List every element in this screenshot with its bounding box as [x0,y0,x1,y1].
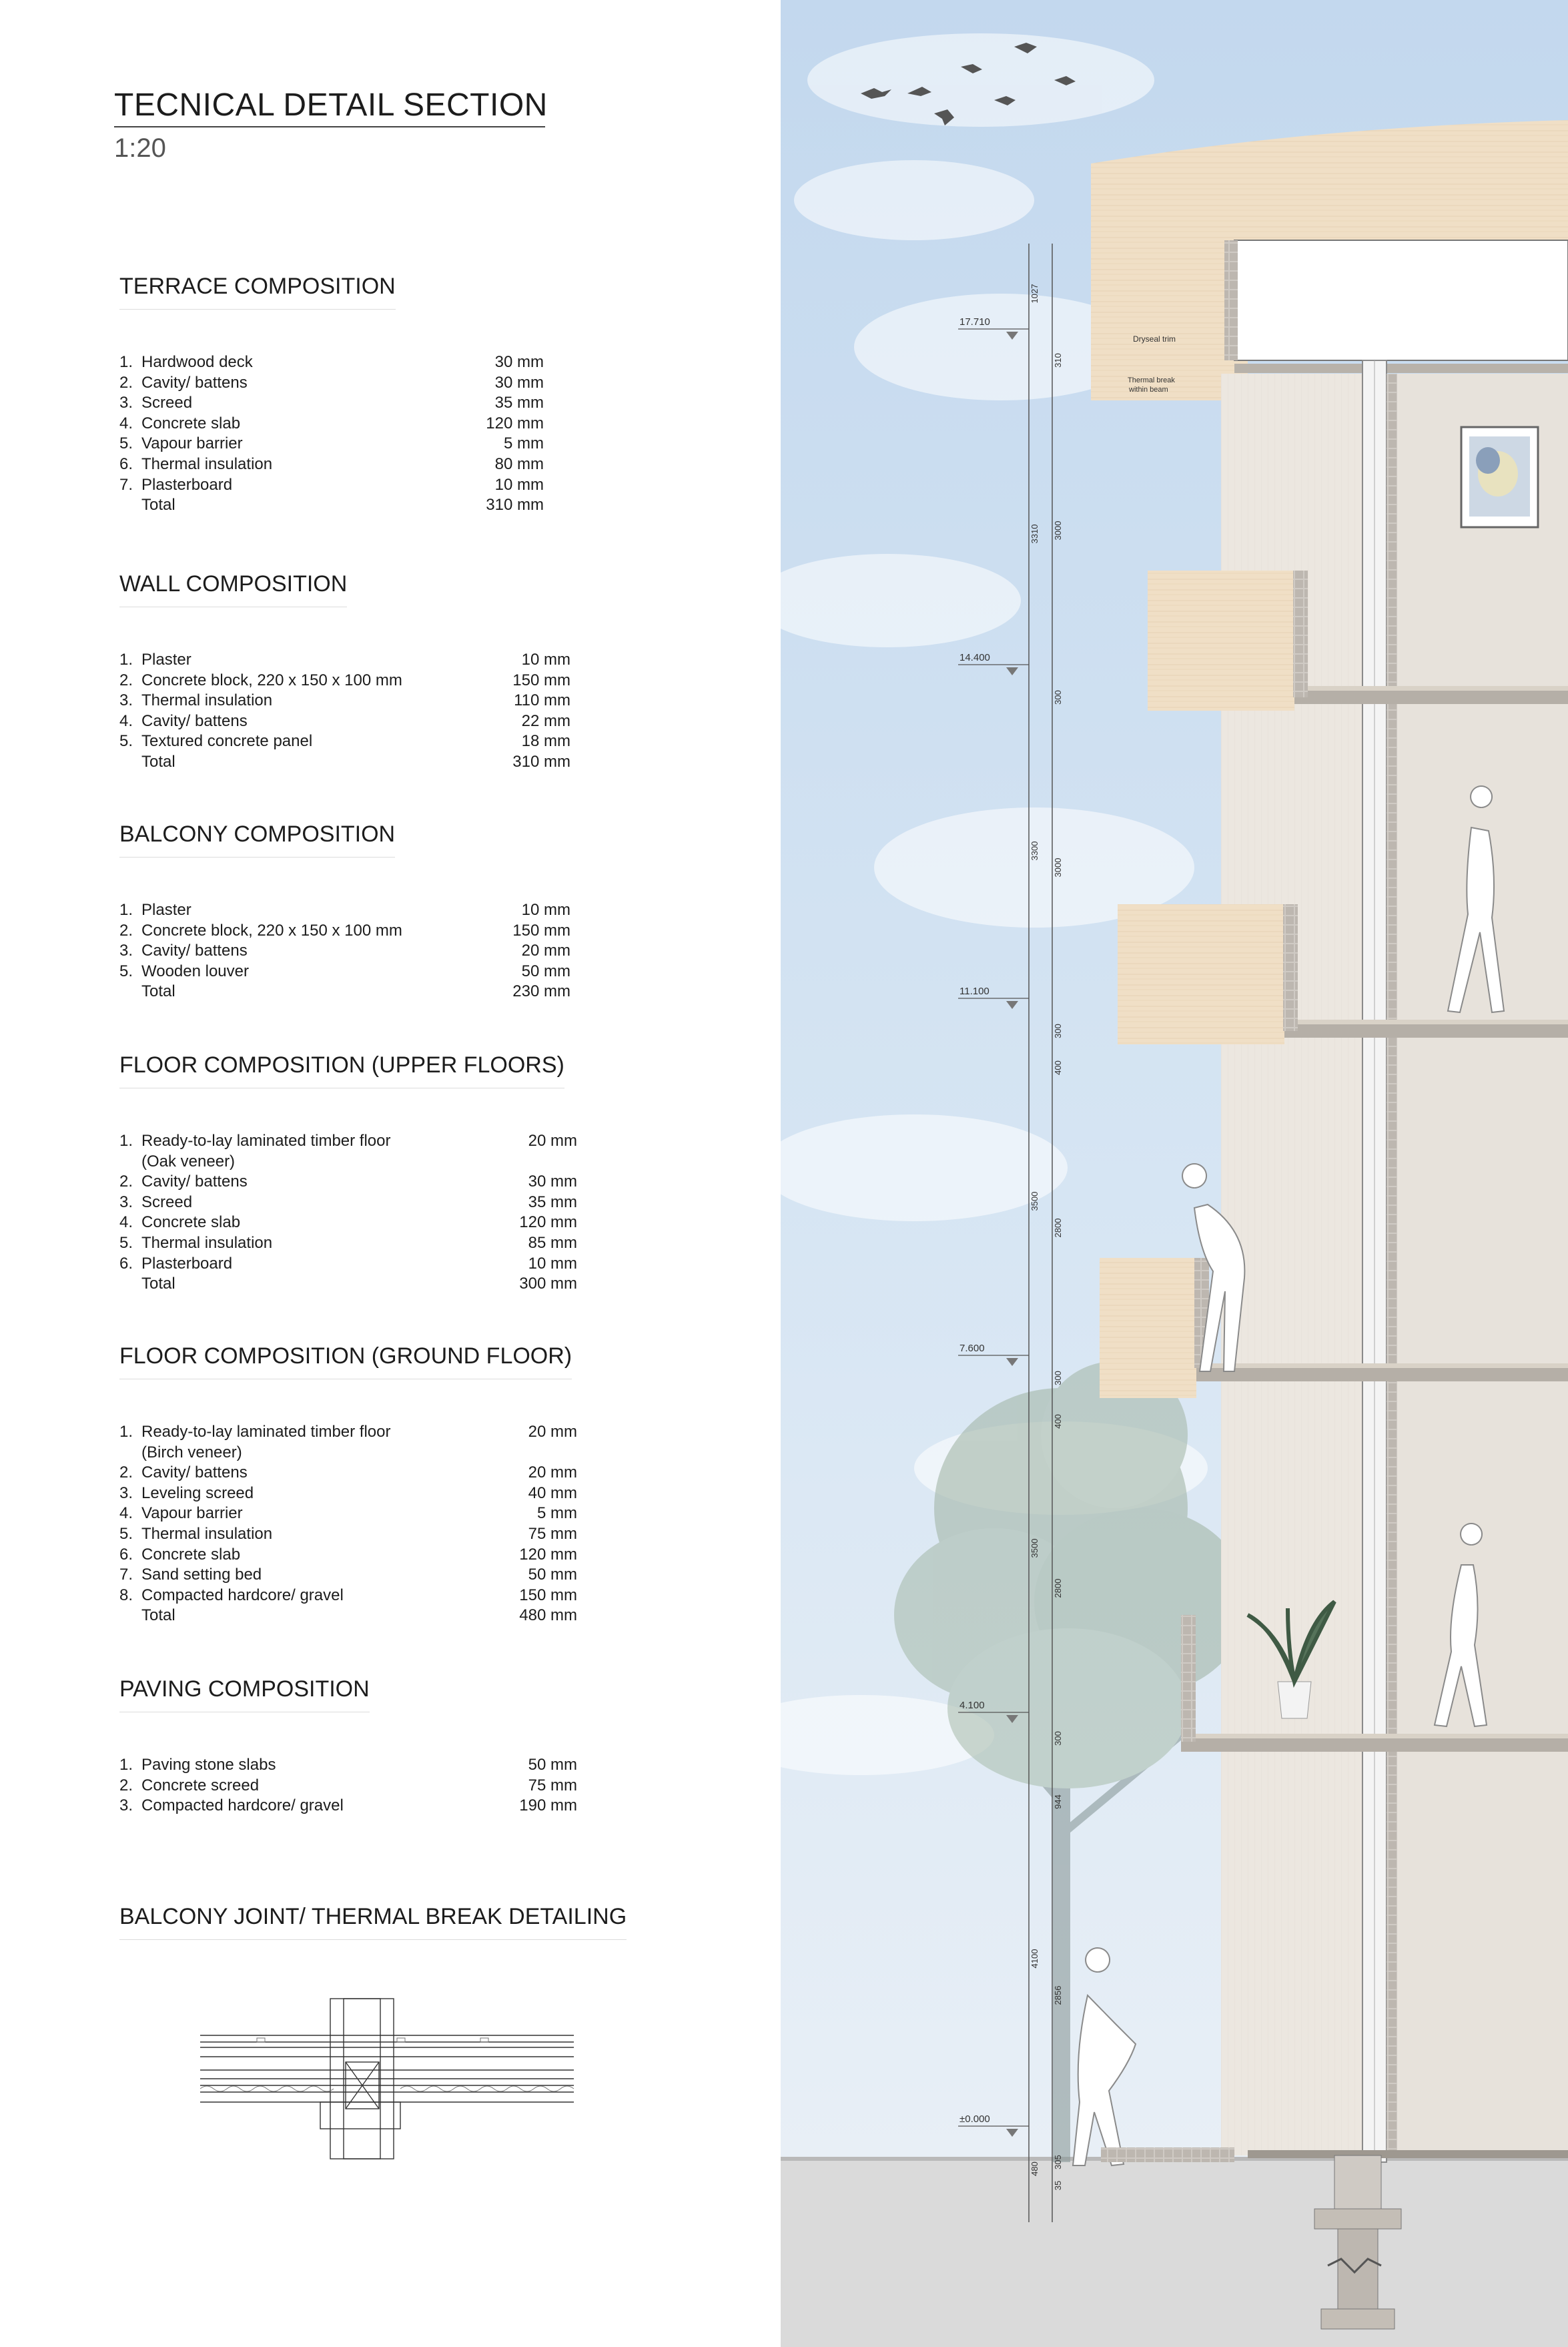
dimension-label: 35 [1053,2180,1063,2191]
dimension-label: 2856 [1053,1985,1063,2005]
layer-name [119,414,240,434]
layer-number: 1. [119,1756,133,1774]
layer-thickness: 190 mm [519,1796,577,1815]
layer-name [119,671,402,691]
composition-row [119,671,570,691]
level-label: 7.600 [959,1343,985,1354]
composition-row [119,731,570,752]
note-within-beam: within beam [1129,386,1168,394]
layer-name [119,941,248,962]
dimension-label: 3000 [1053,858,1063,878]
layer-label: Sand setting bed [141,1566,262,1584]
dimension-label: 2800 [1053,1218,1063,1238]
layer-number: 3. [119,1193,133,1211]
layer-number: 4. [119,1504,133,1523]
layer-thickness: 20 mm [528,1463,577,1482]
dimension-label: 1027 [1030,284,1040,304]
layer-label: Vapour barrier [141,434,243,453]
floor-composition-upper [119,1052,577,1295]
layer-number: 3. [119,394,133,412]
layer-number: 7. [119,1566,133,1584]
layer-name [119,1131,391,1152]
composition-row [119,1193,577,1213]
layer-label: Total [141,752,175,771]
legend-panel [0,0,781,2347]
composition-row [119,650,570,671]
composition-list [119,650,570,773]
composition-row [119,1274,577,1295]
layer-label: Total [141,496,175,515]
composition-row [119,454,544,475]
layer-name [119,1193,192,1213]
composition-row [119,921,570,942]
layer-label: Concrete slab [141,414,241,432]
composition-row [119,1463,577,1483]
layer-name [119,495,175,516]
layer-thickness: 310 mm [486,496,544,515]
section-title: BALCONY JOINT/ THERMAL BREAK DETAILING [119,1904,627,1940]
wall-painting-icon [1461,427,1538,527]
section-title: WALL COMPOSITION [119,571,347,607]
layer-number: 3. [119,1483,133,1502]
layer-name [119,1422,391,1443]
layer-label: Leveling screed [141,1483,254,1502]
layer-number: 6. [119,1545,133,1564]
layer-number: 5. [119,962,133,980]
layer-label: Compacted hardcore/ gravel [141,1586,344,1604]
composition-row [119,1755,577,1776]
layer-label: Concrete block, 220 x 150 x 100 mm [141,921,402,940]
layer-thickness: 230 mm [512,982,570,1001]
dimension-label: 300 [1053,1024,1063,1038]
layer-thickness: 75 mm [528,1524,577,1543]
layer-name [119,352,253,373]
layer-name [119,1463,248,1483]
layer-label: Ready-to-lay laminated timber floor [141,1423,391,1441]
dimension-label: 300 [1053,1731,1063,1746]
layer-name [119,1586,344,1606]
dimension-label: 300 [1053,1371,1063,1385]
composition-row [119,1152,577,1172]
layer-label: Concrete screed [141,1776,260,1794]
dimension-label: 3000 [1053,521,1063,541]
layer-number: 1. [119,353,133,371]
layer-number: 4. [119,414,133,432]
layer-label: Thermal insulation [141,454,273,473]
layer-number: 2. [119,1172,133,1191]
layer-label: Vapour barrier [141,1504,243,1523]
layer-label: Plasterboard [141,1254,233,1273]
layer-thickness: 150 mm [512,671,570,689]
layer-label: (Birch veneer) [141,1443,242,1461]
layer-number: 1. [119,1132,133,1150]
layer-thickness: 10 mm [521,651,570,669]
layer-thickness: 5 mm [504,434,544,453]
layer-number: 3. [119,691,133,710]
page-title: TECNICAL DETAIL SECTION [114,87,545,127]
layer-name [119,982,175,1002]
layer-thickness: 480 mm [519,1606,577,1625]
layer-name [119,1776,259,1796]
layer-label: Thermal insulation [141,1524,273,1543]
layer-label: Cavity/ battens [141,1172,248,1191]
layer-name [119,434,243,454]
layer-name [119,393,192,414]
layer-thickness: 120 mm [519,1213,577,1232]
composition-row [119,1545,577,1566]
layer-thickness: 40 mm [528,1483,577,1502]
composition-row [119,1565,577,1586]
note-dryseal-trim: Dryseal trim [1133,334,1176,344]
layer-name [119,1172,248,1193]
layer-name [119,1565,262,1586]
section-title: FLOOR COMPOSITION (UPPER FLOORS) [119,1052,564,1088]
layer-name [119,1524,272,1545]
layer-label: Thermal insulation [141,691,273,710]
composition-row [119,1213,577,1233]
level-label: 4.100 [959,1700,985,1711]
composition-row [119,1233,577,1254]
layer-name [119,1483,254,1504]
level-label: ±0.000 [959,2113,990,2125]
layer-label: Cavity/ battens [141,373,248,392]
layer-number: 8. [119,1586,133,1604]
layer-thickness: 20 mm [528,1423,577,1441]
layer-number: 3. [119,1796,133,1815]
dimension-label: 3300 [1030,841,1040,861]
dimension-label: 400 [1053,1414,1063,1429]
composition-row [119,1776,577,1796]
layer-number: 5. [119,434,133,453]
balcony-composition [119,821,570,1002]
layer-thickness: 80 mm [494,454,544,473]
layer-number: 4. [119,711,133,730]
thermal-break-detail-drawing [200,1995,574,2162]
layer-label: (Oak veneer) [141,1152,236,1170]
dimension-label: 944 [1053,1794,1063,1809]
composition-list [119,900,570,1002]
floor-composition-ground [119,1343,577,1626]
layer-thickness: 50 mm [528,1566,577,1584]
layer-number: 2. [119,1776,133,1794]
ground [781,2157,1568,2347]
composition-row [119,1524,577,1545]
layer-thickness: 50 mm [528,1756,577,1774]
layer-name [119,1755,276,1776]
layer-label: Concrete block, 220 x 150 x 100 mm [141,671,402,689]
layer-thickness: 35 mm [528,1193,577,1211]
layer-label: Plaster [141,651,191,669]
layer-name [119,373,248,394]
dimension-label: 3500 [1030,1538,1040,1558]
composition-row [119,962,570,982]
composition-row [119,711,570,732]
layer-number: 2. [119,921,133,940]
composition-row [119,1483,577,1504]
layer-number: 7. [119,475,133,494]
layer-name [119,691,272,711]
dimension-label: 400 [1053,1060,1063,1075]
layer-label: Concrete slab [141,1545,241,1564]
layer-thickness: 10 mm [494,475,544,494]
terrace-composition [119,274,544,516]
composition-row [119,373,544,394]
dimension-label: 3500 [1030,1191,1040,1211]
composition-row [119,1586,577,1606]
wall-composition [119,571,570,773]
layer-thickness: 10 mm [528,1254,577,1273]
layer-thickness: 120 mm [519,1545,577,1564]
layer-label: Compacted hardcore/ gravel [141,1796,344,1815]
layer-thickness: 30 mm [494,353,544,371]
composition-row [119,900,570,921]
dimension-label: 310 [1053,353,1063,368]
dimension-label: 3310 [1030,524,1040,544]
layer-thickness: 150 mm [519,1586,577,1604]
layer-label: Ready-to-lay laminated timber floor [141,1132,391,1150]
composition-row [119,495,544,516]
layer-name [119,1254,232,1275]
layer-name [119,1545,240,1566]
layer-label: Cavity/ battens [141,1463,248,1482]
layer-thickness: 85 mm [528,1233,577,1252]
drawing-scale: 1:20 [114,133,166,163]
layer-thickness: 20 mm [521,942,570,960]
composition-row [119,1422,577,1443]
layer-name [119,731,312,752]
layer-name [119,475,232,496]
layer-label: Total [141,1275,175,1293]
layer-label: Wooden louver [141,962,249,980]
layer-label: Cavity/ battens [141,942,248,960]
note-thermal-break: Thermal break [1128,376,1175,384]
layer-name [119,921,402,942]
layer-number: 2. [119,373,133,392]
composition-row [119,752,570,773]
section-title: TERRACE COMPOSITION [119,274,396,310]
composition-row [119,1254,577,1275]
layer-number: 2. [119,671,133,689]
composition-row [119,1443,577,1463]
layer-number: 2. [119,1463,133,1482]
layer-thickness: 22 mm [521,711,570,730]
level-label: 14.400 [959,652,990,663]
composition-row [119,982,570,1002]
layer-thickness: 150 mm [512,921,570,940]
layer-label: Thermal insulation [141,1233,273,1252]
layer-thickness: 30 mm [528,1172,577,1191]
composition-list [119,352,544,516]
layer-name [119,1274,175,1295]
layer-number: 6. [119,454,133,473]
layer-thickness: 50 mm [521,962,570,980]
composition-row [119,691,570,711]
composition-row [119,941,570,962]
layer-name [119,1503,243,1524]
section-drawing-panel [781,0,1568,2347]
layer-thickness: 300 mm [519,1275,577,1293]
balcony-joint-detailing [119,1904,627,1983]
layer-number: 3. [119,942,133,960]
layer-thickness: 310 mm [512,752,570,771]
dimension-label: 300 [1053,690,1063,705]
layer-number: 1. [119,1423,133,1441]
layer-thickness: 120 mm [486,414,544,432]
layer-name [119,752,175,773]
layer-name [119,900,191,921]
layer-name [119,962,249,982]
layer-label: Cavity/ battens [141,711,248,730]
level-label: 11.100 [959,986,990,997]
layer-number: 5. [119,732,133,751]
layer-name [119,454,272,475]
dimension-label: 4100 [1030,1949,1040,1969]
layer-number: 5. [119,1524,133,1543]
layer-thickness: 18 mm [521,732,570,751]
layer-label: Screed [141,1193,193,1211]
layer-thickness: 30 mm [494,373,544,392]
layer-label: Total [141,1606,175,1625]
composition-list [119,1422,577,1626]
composition-list [119,1755,577,1816]
section-title: BALCONY COMPOSITION [119,821,395,858]
composition-row [119,1606,577,1626]
layer-number: 5. [119,1233,133,1252]
layer-number: 1. [119,651,133,669]
composition-row [119,352,544,373]
paving-composition [119,1676,577,1816]
composition-row [119,1503,577,1524]
composition-row [119,434,544,454]
layer-label: Hardwood deck [141,353,253,371]
layer-name [119,1213,240,1233]
dimension-label: 305 [1053,2155,1063,2169]
layer-label: Plaster [141,901,191,919]
layer-name [119,1443,242,1463]
composition-row [119,1172,577,1193]
layer-label: Concrete slab [141,1213,241,1232]
section-title: PAVING COMPOSITION [119,1676,370,1712]
layer-number: 6. [119,1254,133,1273]
layer-thickness: 110 mm [514,691,570,710]
composition-row [119,414,544,434]
composition-row [119,393,544,414]
dimension-label: 2800 [1053,1578,1063,1598]
layer-name [119,1606,175,1626]
composition-list [119,1131,577,1295]
layer-name [119,1152,235,1172]
layer-number: 1. [119,901,133,919]
building-section-svg [781,0,1568,2347]
layer-name [119,1233,272,1254]
layer-label: Textured concrete panel [141,732,313,751]
composition-row [119,475,544,496]
layer-thickness: 35 mm [494,394,544,412]
level-label: 17.710 [959,316,990,328]
layer-name [119,650,191,671]
layer-thickness: 20 mm [528,1132,577,1150]
section-title: FLOOR COMPOSITION (GROUND FLOOR) [119,1343,572,1379]
layer-label: Plasterboard [141,475,233,494]
layer-name [119,711,248,732]
layer-thickness: 10 mm [521,901,570,919]
layer-thickness: 75 mm [528,1776,577,1794]
layer-name [119,1796,344,1816]
layer-number: 4. [119,1213,133,1232]
composition-row [119,1796,577,1816]
layer-thickness: 5 mm [537,1504,577,1523]
layer-label: Total [141,982,175,1001]
composition-row [119,1131,577,1152]
layer-label: Screed [141,394,193,412]
dimension-label: 480 [1030,2161,1040,2176]
layer-label: Paving stone slabs [141,1756,276,1774]
